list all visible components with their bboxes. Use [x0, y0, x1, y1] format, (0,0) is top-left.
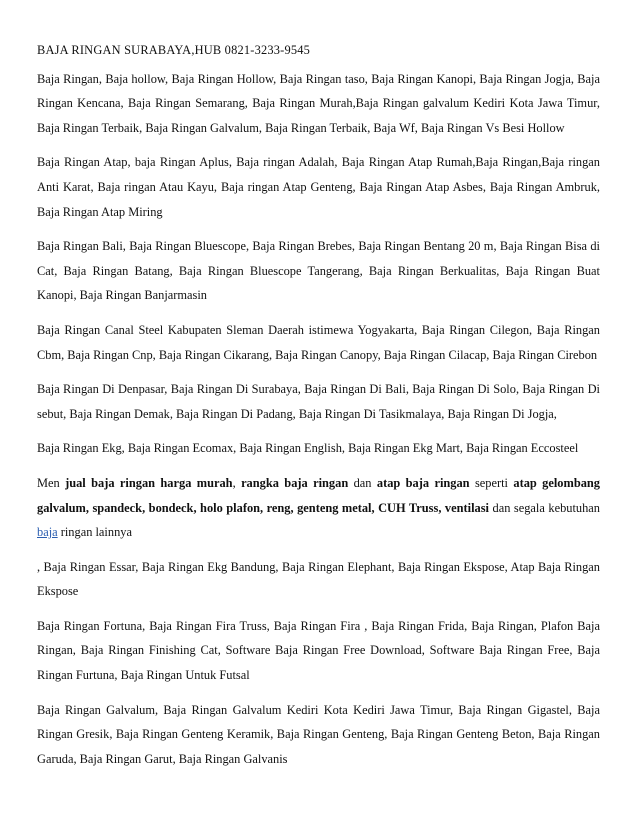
paragraph-h: Baja Ringan Fortuna, Baja Ringan Fira Truss, Baja Ringan Fira , Baja Ringan Frida, Baja Ringan, Plafon Baja Ringan, Baja Ringan Finishing Cat, Software Baja Ringan Free Download, Software Baja Ringan Free, Baja Ringan Furtuna, Baja Ringan Untuk Futsal [37, 618, 600, 683]
highlight-paragraph [37, 471, 600, 545]
highlight-bold: rangka baja ringan [241, 475, 349, 490]
paragraph-a: Baja Ringan, Baja hollow, Baja Ringan Hollow, Baja Ringan taso, Baja Ringan Kanopi, Baja Ringan Jogja, Baja Ringan Kencana, Baja Ringan Semarang, Baja Ringan Murah,Baja Ringan galvalum Kediri Kota Jawa Timur, Baja Ringan Terbaik, Baja Ringan Galvalum, Baja Ringan Terbaik, Baja Wf, Baja Ringan Vs Besi Hollow [37, 71, 600, 135]
baja-link[interactable]: baja [37, 525, 58, 540]
paragraph-b: Baja Ringan Atap, baja Ringan Aplus, Baja ringan Adalah, Baja Ringan Atap Rumah,Baja Ringan,Baja ringan Anti Karat, Baja ringan Atau Kayu, Baja ringan Atap Genteng, Baja Ringan Atap Asbes, Baja Ringan Ambruk, Baja Ringan Atap Miring [37, 155, 600, 219]
paragraph-f: Baja Ringan Ekg, Baja Ringan Ecomax, Baja Ringan English, Baja Ringan Ekg Mart, Baja Ringan Eccosteel [37, 441, 579, 456]
document-title: BAJA RINGAN SURABAYA,HUB 0821-3233-9545 [37, 43, 311, 57]
paragraph-i: Baja Ringan Galvalum, Baja Ringan Galvalum Kediri Kota Kediri Jawa Timur, Baja Ringan Gigastel, Baja Ringan Gresik, Baja Ringan Genteng Keramik, Baja Ringan Genteng, Baja Ringan Genteng Beton, Baja Ringan Garuda, Baja Ringan Garut, Baja Ringan Galvanis [37, 702, 600, 766]
document-page [37, 38, 600, 781]
highlight-text: ringan lainnya [57, 525, 132, 540]
paragraph-e: Baja Ringan Di Denpasar, Baja Ringan Di Surabaya, Baja Ringan Di Bali, Baja Ringan Di Solo, Baja Ringan Di sebut, Baja Ringan Demak, Baja Ringan Di Padang, Baja Ringan Di Tasikmalaya, Baja Ringan Di Jogja, [37, 382, 600, 421]
highlight-text: dan [348, 475, 377, 490]
highlight-text: Men [37, 475, 66, 490]
highlight-bold: jual baja ringan harga murah [65, 475, 233, 490]
highlight-bold: atap baja ringan [376, 475, 470, 490]
paragraph-g: , Baja Ringan Essar, Baja Ringan Ekg Bandung, Baja Ringan Elephant, Baja Ringan Ekspose, Atap Baja Ringan Ekspose [37, 559, 600, 599]
highlight-text: seperti [469, 475, 514, 490]
highlight-text: , [232, 475, 242, 490]
highlight-bold: atap gelombang galvalum, spandeck, bondeck, holo plafon, reng, genteng metal, CUH Truss, ventilasi [37, 475, 600, 515]
paragraph-d: Baja Ringan Canal Steel Kabupaten Sleman Daerah istimewa Yogyakarta, Baja Ringan Cilegon, Baja Ringan Cbm, Baja Ringan Cnp, Baja Ringan Cikarang, Baja Ringan Canopy, Baja Ringan Cilacap, Baja Ringan Cirebon [37, 322, 600, 362]
highlight-text: dan segala kebutuhan [488, 500, 600, 515]
paragraph-c: Baja Ringan Bali, Baja Ringan Bluescope, Baja Ringan Brebes, Baja Ringan Bentang 20 m, Baja Ringan Bisa di Cat, Baja Ringan Batang, Baja Ringan Bluescope Tangerang, Baja Ringan Berkualitas, Baja Ringan Buat Kanopi, Baja Ringan Banjarmasin [37, 239, 600, 303]
